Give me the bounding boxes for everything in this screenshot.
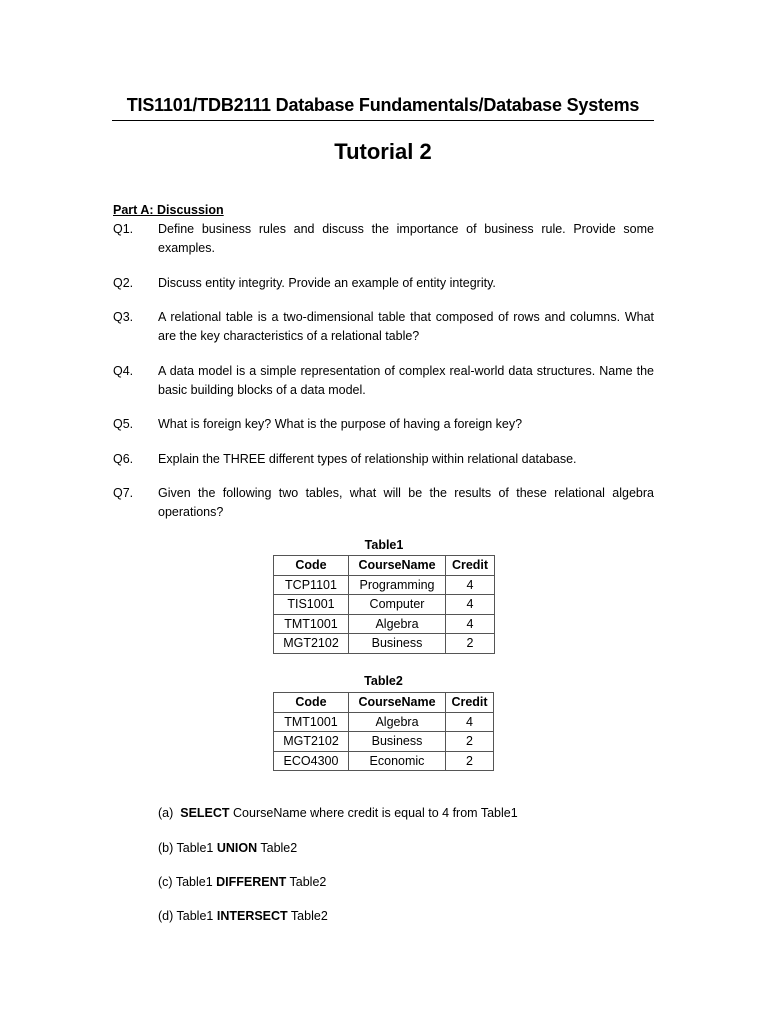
table1-caption: Table1 — [364, 538, 404, 552]
table2 — [273, 692, 494, 771]
table-cell: 4 — [446, 712, 494, 732]
title-underline — [112, 120, 654, 121]
operation-suffix: Table2 — [286, 875, 327, 889]
table2-caption: Table2 — [364, 674, 403, 688]
question-q6 — [113, 450, 654, 469]
question-q7 — [113, 484, 654, 521]
table-cell: Algebra — [349, 712, 446, 732]
question-number: Q5. — [113, 417, 134, 431]
table-cell: Programming — [349, 575, 446, 595]
table-row — [274, 751, 494, 771]
table-header-row — [274, 693, 494, 713]
table-cell: Business — [349, 634, 446, 654]
table-row — [274, 732, 494, 752]
question-q3 — [113, 308, 654, 345]
table-cell: MGT2102 — [274, 634, 349, 654]
table-cell: Algebra — [349, 614, 446, 634]
table-cell: Computer — [349, 595, 446, 615]
operation-suffix: CourseName where credit is equal to 4 from Table1 — [229, 806, 518, 820]
table-cell: TMT1001 — [274, 614, 349, 634]
question-number: Q6. — [113, 452, 134, 466]
table-cell: TCP1101 — [274, 575, 349, 595]
table-cell: ECO4300 — [274, 751, 349, 771]
question-text: What is foreign key? What is the purpose of having a foreign key? — [158, 417, 523, 431]
table-header-row — [274, 556, 495, 576]
operation-b — [158, 841, 297, 855]
operation-keyword: SELECT — [180, 806, 230, 820]
question-number: Q7. — [113, 486, 134, 500]
operation-keyword: INTERSECT — [216, 909, 288, 923]
column-header: Code — [274, 556, 349, 576]
question-q5 — [113, 415, 654, 434]
operation-prefix: (d) Table1 — [158, 909, 217, 923]
column-header: Credit — [446, 693, 494, 713]
table-cell: 2 — [446, 634, 495, 654]
table-cell: 2 — [446, 751, 494, 771]
table-cell: Business — [349, 732, 446, 752]
question-number: Q1. — [113, 222, 134, 236]
table-row — [274, 595, 495, 615]
part-a-heading: Part A: Discussion — [113, 203, 224, 217]
table-cell: 4 — [446, 595, 495, 615]
question-text: A data model is a simple representation of complex real-world data structures. Name the basic building blocks of a data model. — [158, 364, 654, 397]
operation-suffix: Table2 — [287, 909, 328, 923]
table-cell: 2 — [446, 732, 494, 752]
operation-keyword: UNION — [216, 841, 258, 855]
table-cell: 4 — [446, 614, 495, 634]
question-text: Discuss entity integrity. Provide an example of entity integrity. — [158, 276, 496, 290]
table-row — [274, 614, 495, 634]
table-row — [274, 575, 495, 595]
question-number: Q4. — [113, 364, 134, 378]
question-number: Q2. — [113, 276, 134, 290]
question-text: A relational table is a two-dimensional table that composed of rows and columns. What are the key characteristics of a relational table? — [158, 310, 654, 343]
operation-c — [158, 875, 326, 889]
table-cell: MGT2102 — [274, 732, 349, 752]
operation-prefix: (a) — [158, 806, 181, 820]
table-cell: Economic — [349, 751, 446, 771]
table1 — [273, 555, 495, 654]
column-header: CourseName — [349, 693, 446, 713]
operation-d — [158, 909, 328, 923]
question-text: Define business rules and discuss the importance of business rule. Provide some examples. — [158, 222, 654, 255]
question-q1 — [113, 220, 654, 257]
table-row — [274, 634, 495, 654]
operation-prefix: (b) Table1 — [158, 841, 217, 855]
question-text: Explain the THREE different types of relationship within relational database. — [158, 452, 577, 466]
question-text: Given the following two tables, what will be the results of these relational algebra operations? — [158, 486, 654, 519]
operation-suffix: Table2 — [257, 841, 298, 855]
question-q4 — [113, 362, 654, 399]
course-title: TIS1101/TDB2111 Database Fundamentals/Database Systems — [126, 95, 640, 115]
question-q2 — [113, 274, 654, 293]
table-cell: TIS1001 — [274, 595, 349, 615]
tutorial-title: Tutorial 2 — [334, 139, 432, 164]
table-cell: TMT1001 — [274, 712, 349, 732]
column-header: Code — [274, 693, 349, 713]
column-header: CourseName — [349, 556, 446, 576]
operation-a — [158, 806, 518, 820]
question-number: Q3. — [113, 310, 134, 324]
table-cell: 4 — [446, 575, 495, 595]
operation-keyword: DIFFERENT — [216, 875, 287, 889]
operation-prefix: (c) Table1 — [158, 875, 217, 889]
table-row — [274, 712, 494, 732]
column-header: Credit — [446, 556, 495, 576]
